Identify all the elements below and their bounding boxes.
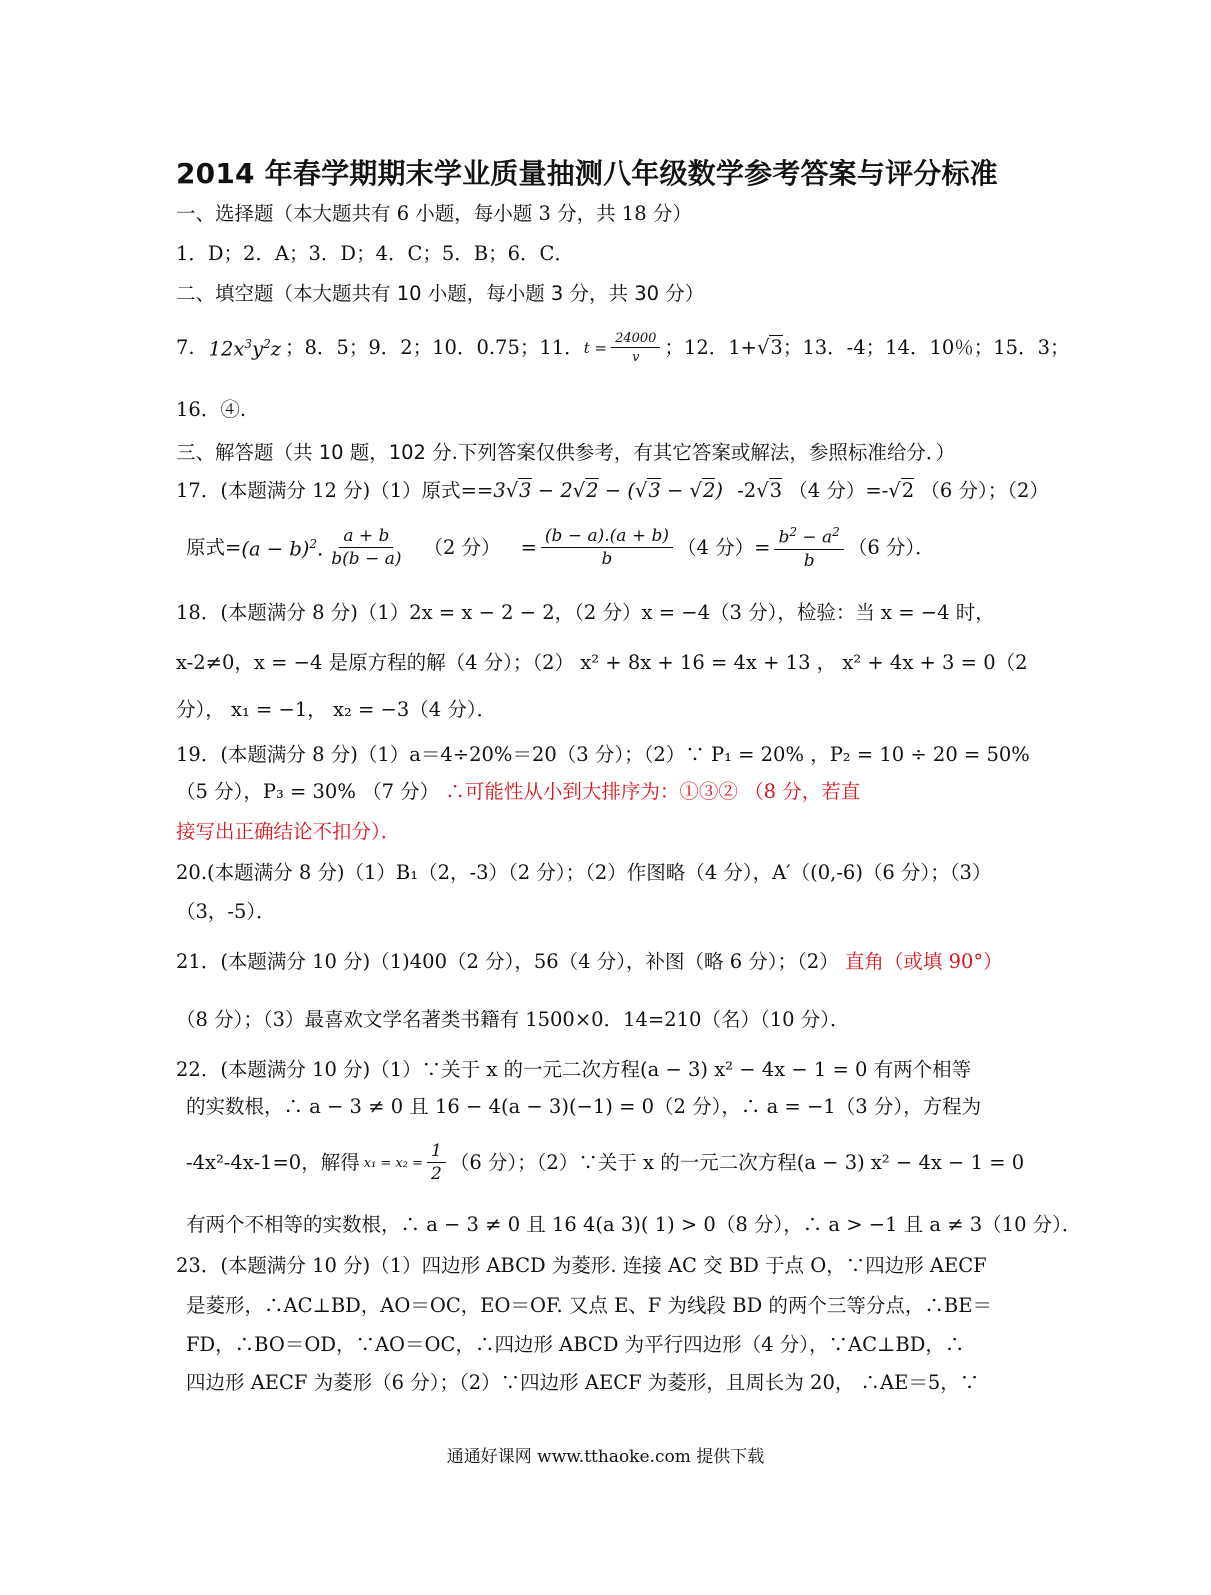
section1-answers: 1．D；2．A；3．D；4．C；5．B；6．C． bbox=[176, 242, 574, 265]
q11-numerator: 24000 bbox=[611, 332, 660, 348]
q22-part2: （6 分）；（2）∵关于 x 的一元二次方程(a − 3) x² − 4x − 1 = 0 bbox=[449, 1151, 1025, 1175]
q19-conclusion: ∴可能性从小到大排序为：①③② （8 分，若直 bbox=[445, 780, 861, 803]
q21-line2: （8 分）；（3）最喜欢文学名著类书籍有 1500×0．14=210（名）（10 分）． bbox=[176, 1008, 850, 1031]
footer-credit: 通通好课网 www.tthaoke.com 提供下载 bbox=[446, 1447, 765, 1467]
q23-line1: 23．(本题满分 10 分)（1）四边形 ABCD 为菱形. 连接 AC 交 BD 于点 O，∵四边形 AECF bbox=[176, 1254, 987, 1277]
q17-step1: （2 分） bbox=[423, 536, 501, 560]
q12-text: ；12．1+ bbox=[664, 336, 757, 360]
q11-t-equals: t = bbox=[583, 338, 608, 357]
section3-heading: 三、解答题（共 10 题，102 分.下列答案仅供参考，有其它答案或解法，参照标准给分．） bbox=[176, 441, 956, 464]
q19-line1: 19．(本题满分 8 分)（1）a＝4÷20%＝20（3 分）；（2）∵ P₁ = 20% ，P₂ = 10 ÷ 20 = 50% bbox=[176, 743, 1030, 766]
q21-text: 21．(本题满分 10 分)（1)400（2 分），56（4 分），补图（略 6 分）；（2） bbox=[176, 950, 839, 973]
q22-line2: 的实数根，∴ a − 3 ≠ 0 且 16 − 4(a − 3)(−1) = 0（2 分），∴ a = −1（3 分），方程为 bbox=[186, 1095, 982, 1118]
q20-line1: 20.(本题满分 8 分)（1）B₁（2，-3）（2 分）；（2）作图略（4 分），A′（(0,-6)（6 分）；（3） bbox=[176, 861, 992, 884]
q21-answer-red: 直角（或填 90°） bbox=[844, 950, 1003, 973]
q23-line4: 四边形 AECF 为菱形（6 分）；（2）∵四边形 AECF 为菱形，且周长为 20， ∴AE＝5，∵ bbox=[186, 1371, 980, 1394]
q17-step2: （4 分）= bbox=[677, 536, 771, 560]
q17-expression-label: 原式= bbox=[186, 536, 242, 560]
q22-equation: -4x²-4x-1=0，解得 bbox=[186, 1151, 360, 1175]
q17-label: 17．(本题满分 12 分)（1）原式== bbox=[176, 479, 494, 502]
q22-roots: x₁ = x₂ = bbox=[363, 1155, 423, 1171]
q18-line1: 18．(本题满分 8 分)（1）2x = x − 2 − 2，（2 分）x = −4（3 分），检验：当 x = −4 时， bbox=[176, 601, 995, 624]
q18-line2: x-2≠0，x = −4 是原方程的解（4 分）；（2） x² + 8x + 16 = 4x + 13 ， x² + 4x + 3 = 0（2 bbox=[176, 651, 1028, 674]
q17-part2-label: （6 分）；（2） bbox=[920, 479, 1049, 502]
q17-step3: （6 分）． bbox=[847, 536, 935, 560]
q18-line3: 分）， x₁ = −1， x₂ = −3（4 分）． bbox=[176, 698, 497, 721]
q17-line1: 17．(本题满分 12 分)（1）原式==3√3 − 2√2 − (√3 − √2) -2√3 （4 分）=-√2 （6 分）；（2） bbox=[176, 479, 1049, 502]
q17-step: （4 分）=- bbox=[788, 479, 889, 502]
section1-heading: 一、选择题（本大题共有 6 小题，每小题 3 分，共 18 分） bbox=[176, 202, 692, 225]
q12-sqrt: √3 bbox=[756, 336, 783, 360]
q11-denominator: v bbox=[632, 350, 640, 365]
q17-line2: 原式= $(a - b)^2$. $\frac{a + b}{b(b - a)}$ （2 分） = $\frac{(b - a).(a + b)}{b}$ （4 分）= $\frac{b^2 - a^2}{b}$ （6 分）． bbox=[186, 525, 935, 571]
q19-line3: 接写出正确结论不扣分）． bbox=[176, 820, 401, 843]
q21-line1 bbox=[176, 952, 1003, 972]
q13-to-15-text: ；13．-4；14．10％；15．3； bbox=[782, 336, 1070, 360]
q23-line2: 是菱形，∴AC⊥BD，AO＝OC，EO＝OF. 又点 E、F 为线段 BD 的两个三等分点，∴BE＝ bbox=[186, 1294, 992, 1317]
q22-line1: 22．(本题满分 10 分)（1）∵关于 x 的一元二次方程(a − 3) x² − 4x − 1 = 0 有两个相等 bbox=[176, 1058, 972, 1081]
q19-step: （5 分），P₃ = 30% （7 分） bbox=[176, 780, 440, 803]
q19-line2 bbox=[176, 782, 860, 802]
page-title: 2014 年春学期期末学业质量抽测八年级数学参考答案与评分标准 bbox=[176, 157, 998, 190]
q8-to-11-text: ；8．5；9．2；10．0.75；11． bbox=[285, 336, 584, 360]
q11-fraction bbox=[611, 332, 660, 364]
q16-answer: 16．④. bbox=[176, 398, 247, 421]
q17-fraction-3: $\frac{b^2 - a^2}{b}$ bbox=[774, 526, 843, 570]
q22-line3 bbox=[186, 1137, 1024, 1189]
q7-expression: $12x^3y^2z$ bbox=[208, 336, 282, 360]
q17-fraction-2: $\frac{(b - a).(a + b)}{b}$ bbox=[541, 528, 673, 568]
q23-line3: FD，∴BO＝OD，∵AO＝OC，∴四边形 ABCD 为平行四边形（4 分），∵AC⊥BD，∴ bbox=[186, 1333, 965, 1356]
q20-line2: （3，-5）． bbox=[176, 900, 276, 923]
q7-number: 7. bbox=[176, 336, 195, 360]
section2-heading: 二、填空题（本大题共有 10 小题，每小题 3 分，共 30 分） bbox=[176, 282, 705, 305]
fill-in-answers-line bbox=[176, 328, 1070, 368]
q17-fraction-1: $\frac{a + b}{b(b - a)}$ bbox=[331, 526, 402, 569]
q22-fraction: $\frac{1}{2}$ bbox=[427, 1143, 446, 1183]
q22-line4: 有两个不相等的实数根，∴ a − 3 ≠ 0 且 16 4(a 3)( 1) > 0（8 分），∴ a > −1 且 a ≠ 3（10 分）． bbox=[186, 1213, 1082, 1236]
